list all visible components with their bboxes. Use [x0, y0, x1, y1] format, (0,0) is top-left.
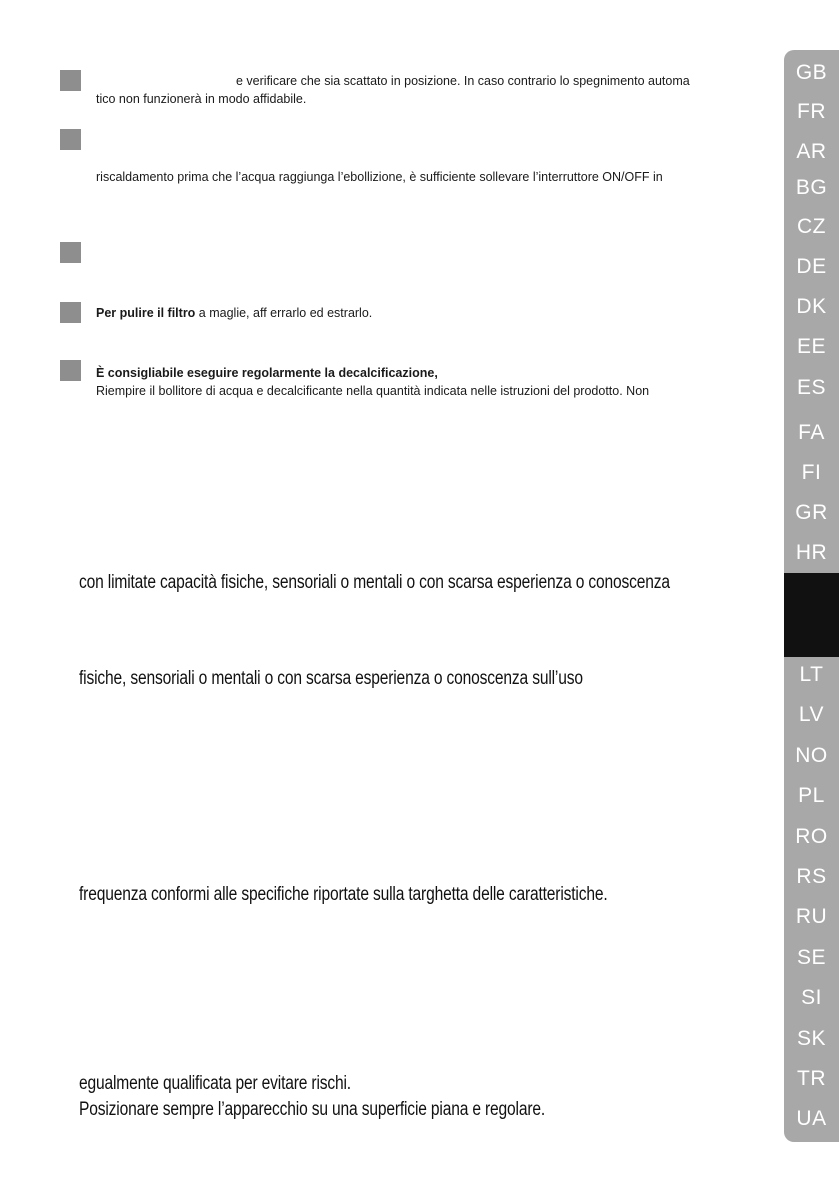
step-marker-1 — [60, 70, 81, 91]
language-tab-ua[interactable]: UA — [796, 1107, 827, 1130]
step-5-bold: È consigliabile eseguire regolarmente la decalcificazione, — [96, 366, 438, 380]
language-tab-dk[interactable]: DK — [796, 295, 827, 318]
language-tab-ar[interactable]: AR — [796, 140, 827, 163]
language-tab-fa[interactable]: FA — [798, 421, 825, 444]
step-marker-2 — [60, 129, 81, 150]
language-tab-no[interactable]: NO — [795, 744, 828, 767]
safety-line-4: egualmente qualificata per evitare rischi. — [79, 1073, 351, 1094]
step-1-line-2: tico non funzionerà in modo affidabile. — [96, 92, 307, 106]
language-tab-es[interactable]: ES — [796, 376, 826, 399]
language-tab-ru[interactable]: RU — [795, 905, 828, 928]
language-tab-gb[interactable]: GB — [795, 61, 828, 84]
step-5-heading — [96, 363, 438, 383]
step-5-text: Riempire il bollitore di acqua e decalcificante nella quantità indicata nelle istruzioni del prodotto. Non — [96, 384, 650, 398]
step-1-line-1: e verificare che sia scattato in posizione. In caso contrario lo spegnimento automa — [236, 74, 690, 88]
safety-line-2: fisiche, sensoriali o mentali o con scarsa esperienza o conoscenza sull’uso — [79, 668, 583, 689]
step-2-line-1: riscaldamento prima che l’acqua raggiunga l’ebollizione, è sufficiente sollevare l’interruttore ON/OFF in — [96, 170, 663, 184]
language-tab-hr[interactable]: HR — [795, 541, 828, 564]
safety-line-3: frequenza conformi alle specifiche riportate sulla targhetta delle caratteristiche. — [79, 884, 608, 905]
language-tab-fr[interactable]: FR — [797, 100, 826, 123]
language-tab-rs[interactable]: RS — [796, 865, 827, 888]
language-tab-lt[interactable]: LT — [799, 663, 824, 686]
language-tab-se[interactable]: SE — [796, 946, 826, 969]
step-marker-5 — [60, 360, 81, 381]
safety-line-5: Posizionare sempre l’apparecchio su una superficie piana e regolare. — [79, 1099, 546, 1120]
step-4-bold: Per pulire il filtro — [96, 306, 196, 320]
language-tab-de[interactable]: DE — [796, 255, 827, 278]
language-tab-tr[interactable]: TR — [797, 1067, 826, 1090]
language-tab-cz[interactable]: CZ — [797, 215, 826, 238]
step-4-rest: a maglie, aff errarlo ed estrarlo. — [195, 306, 373, 320]
language-tab-bg[interactable]: BG — [795, 176, 828, 199]
language-tab-fi[interactable]: FI — [801, 461, 822, 484]
step-4-text — [96, 303, 372, 323]
language-tab-ro[interactable]: RO — [795, 825, 828, 848]
language-tab-si[interactable]: SI — [801, 986, 822, 1009]
step-marker-4 — [60, 302, 81, 323]
step-marker-3 — [60, 242, 81, 263]
language-tab-gr[interactable]: GR — [795, 501, 828, 524]
language-tab-lv[interactable]: LV — [798, 703, 825, 726]
language-tab-sk[interactable]: SK — [796, 1027, 826, 1050]
language-tab-active[interactable] — [784, 573, 839, 657]
safety-line-1: con limitate capacità fisiche, sensoriali o mentali o con scarsa esperienza o conoscenza — [79, 572, 670, 593]
language-tab-pl[interactable]: PL — [798, 784, 825, 807]
language-tab-ee[interactable]: EE — [796, 335, 826, 358]
